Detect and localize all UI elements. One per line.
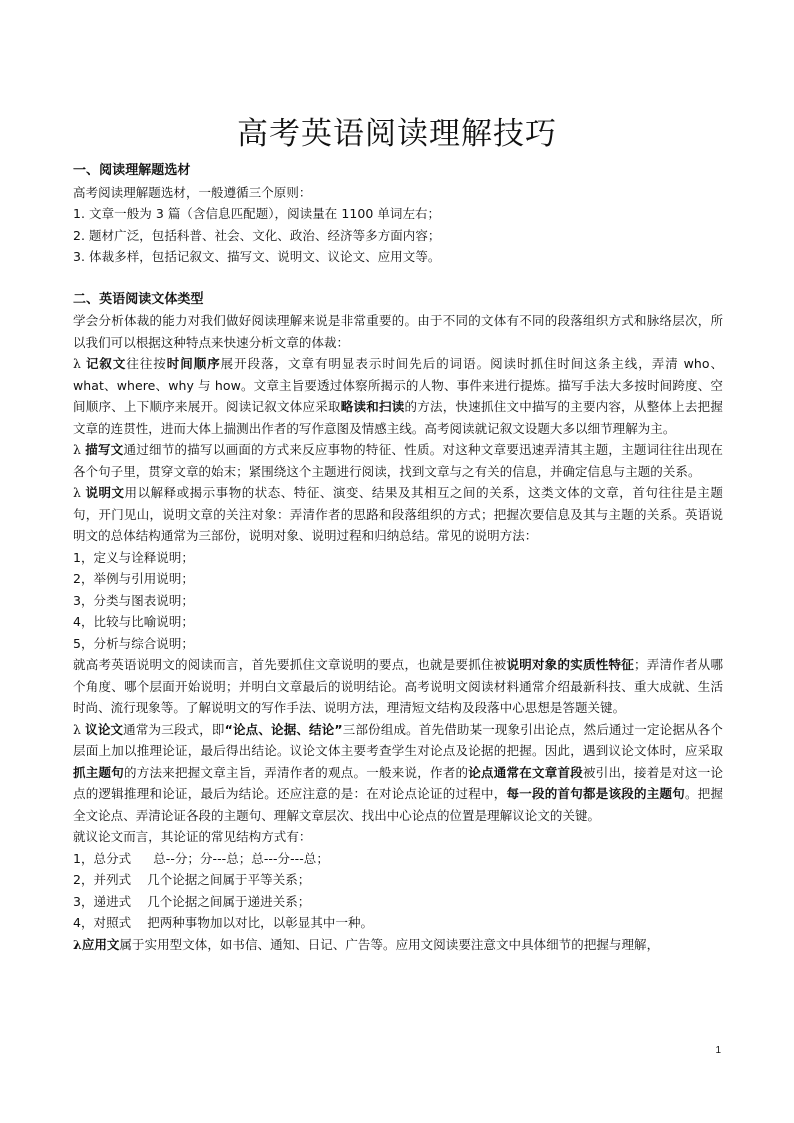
list-item: 5，分析与综合说明； (73, 635, 194, 651)
list-item: 2. 题材广泛，包括科普、社会、文化、政治、经济等多方面内容； (73, 227, 441, 243)
list-item: 4，对照式 把两种事物加以对比，以彰显其中一种。 (73, 915, 374, 930)
page-number: 1 (715, 1045, 721, 1056)
list-item: 1，定义与诠释说明； (73, 549, 194, 565)
bullet-icon: λ (73, 936, 82, 952)
list-item: 3，分类与图表说明； (73, 592, 194, 608)
bullet-icon: λ (73, 485, 81, 500)
argumentative-paragraph: λ 议论文通常为三段式，即“论点、论据、结论”三部份组成。首先借助某一现象引出论点，然后通过一定论据从各个层面上加以推理论证，最后得出结论。议论文体主要考查学生对论点及论据的把握。因此，遇到议论文体时，应采取抓主题句的方法来把握文章主旨，弄清作者的观点。一般来说，作者的论点通常在文章首段被引出，接着是对这一论点的逻辑推理和论证，最后为结论。还应注意的是：在对论点论证的过程中，每一段的首句都是该段的主题句。把握全文论点、弄清论证各段的主题句、理解文章层次、找出中心论点的位置是理解议论文的关键。 (73, 721, 724, 823)
structures-intro: 就议论文而言，其论证的常见结构方式有： (73, 829, 312, 844)
section-heading-2: 二、英语阅读文体类型 (73, 291, 204, 307)
practical-paragraph: λ应用文属于实用型文体，如书信、通知、日记、广告等。应用文阅读要注意文中具体细节的把握与理解， (73, 936, 660, 952)
bullet-icon: λ (73, 721, 81, 737)
expository-summary: 就高考英语说明文的阅读而言，首先要抓住文章说明的要点，也就是要抓住被说明对象的实质性特征；弄清作者从哪个角度、哪个层面开始说明；并明白文章最后的说明结论。高考说明文阅读材料通常介绍最新科技、重大成就、生活时尚、流行现象等。了解说明文的写作手法、说明方法，理清短文结构及段落中心思想是答题关键。 (73, 657, 723, 715)
list-item: 3. 体裁多样，包括记叙文、描写文、说明文、议论文、应用文等。 (73, 249, 441, 264)
section1-intro: 高考阅读理解题选材，一般遵循三个原则： (73, 184, 312, 200)
list-item: 2，并列式 几个论据之间属于平等关系； (73, 872, 311, 887)
list-item: 4，比较与比喻说明； (73, 614, 194, 629)
list-item: 1. 文章一般为 3 篇（含信息匹配题），阅读量在 1100 单词左右； (73, 206, 441, 221)
bullet-icon: λ (73, 442, 81, 457)
document-body (73, 160, 723, 955)
section-heading-1: 一、阅读理解题选材 (73, 163, 191, 178)
spacer (73, 268, 723, 289)
list-item: 2，举例与引用说明； (73, 571, 194, 586)
bullet-icon: λ (73, 356, 81, 371)
section2-intro: 学会分析体裁的能力对我们做好阅读理解来说是非常重要的。由于不同的文体有不同的段落组织方式和脉络层次，所以我们可以根据这种特点来快速分析文章的体裁： (73, 313, 723, 350)
page-title: 高考英语阅读理解技巧 (237, 116, 557, 152)
descriptive-paragraph: λ 描写文通过细节的描写以画面的方式来反应事物的特征、性质。对这种文章要迅速弄清其主题，主题词往往出现在各个句子里，贯穿文章的始末；紧围绕这个主题进行阅读，找到文章与之有关的信息，并确定信息与主题的关系。 (73, 442, 723, 479)
expository-paragraph: λ 说明文用以解释或揭示事物的状态、特征、演变、结果及其相互之间的关系，这类文体的文章，首句往往是主题句，开门见山，说明文章的关注对象：弄清作者的思路和段落组织的方式；把握次要信息及其与主题的关系。英语说明文的总体结构通常为三部份，说明对象、说明过程和归纳总结。常见的说明方法： (73, 485, 723, 543)
narrative-paragraph: λ 记叙文往往按时间顺序展开段落，文章有明显表示时间先后的词语。阅读时抓住时间这条主线，弄清 who、what、where、why 与 how。文章主旨要透过体察所揭示的人物、事件来进行提炼。描写手法大多按时间跨度、空间顺序、上下顺序来展开。阅读记叙文体应采取略读和扫读的方法，快速抓住文中描写的主要内容，从整体上去把握文章的连贯性，进而大体上揣测出作者的写作意图及情感主线。高考阅读就记叙文设题大多以细节理解为主。 (73, 356, 724, 436)
list-item: 1，总分式 总--分；分---总；总---分---总； (73, 850, 329, 866)
list-item: 3，递进式 几个论据之间属于递进关系； (73, 893, 311, 909)
